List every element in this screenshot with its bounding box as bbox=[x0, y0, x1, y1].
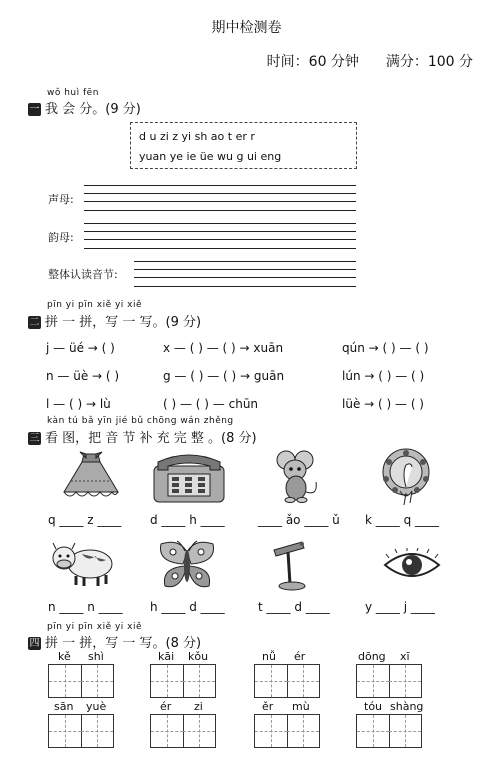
desk-lamp-icon bbox=[268, 540, 320, 592]
picture-blank-5[interactable]: n ____ n ____ bbox=[48, 600, 123, 614]
exercise-2-1: n — üè → ( ) bbox=[46, 369, 120, 383]
exercise-1-1: j — üé → ( ) bbox=[46, 341, 115, 355]
s4-number: 四 bbox=[29, 638, 40, 649]
s1-pinyin: wǒ huì fēn bbox=[47, 88, 99, 98]
s1-number: 一 bbox=[29, 104, 40, 115]
page-title: 期中检测卷 bbox=[211, 20, 282, 36]
exercise-3-2: ( ) — ( ) — chūn bbox=[163, 397, 259, 411]
s3-title: 看 图，把 音 节 补 充 完 整 。(8 分) bbox=[45, 431, 257, 446]
word-3-writing-grid[interactable] bbox=[254, 664, 320, 698]
word-1-pinyin-b: shì bbox=[88, 650, 104, 663]
s1-heading bbox=[28, 98, 141, 117]
word-2-writing-grid[interactable] bbox=[150, 664, 216, 698]
exam-meta bbox=[267, 51, 473, 71]
word-7-pinyin-a: ěr bbox=[262, 700, 274, 713]
word-6-pinyin-a: ér bbox=[160, 700, 172, 713]
label-whole-syllables: 整体认读音节: bbox=[48, 268, 118, 281]
word-3-pinyin-b: ér bbox=[294, 650, 306, 663]
initials-writing-lines[interactable] bbox=[84, 185, 356, 211]
picture-blank-6[interactable]: h ____ d ____ bbox=[150, 600, 225, 614]
picture-blank-7[interactable]: t ____ d ____ bbox=[258, 600, 330, 614]
s2-pinyin: pīn yi pīn xiě yi xiě bbox=[47, 300, 143, 310]
word-4-pinyin-b: xī bbox=[400, 650, 410, 663]
s3-heading bbox=[28, 427, 257, 446]
word-8-writing-grid[interactable] bbox=[356, 714, 422, 748]
picture-blank-8[interactable]: y ____ j ____ bbox=[365, 600, 435, 614]
exercise-3-1: l — ( ) → lù bbox=[46, 397, 111, 411]
syllable-row-2: yuan ye ie üe wu g ui eng bbox=[139, 150, 282, 163]
s2-title: 拼 一 拼，写 一 写。(9 分) bbox=[45, 315, 202, 330]
word-8-pinyin-b: shàng bbox=[390, 700, 424, 713]
word-5-writing-grid[interactable] bbox=[48, 714, 114, 748]
word-1-pinyin-a: kě bbox=[58, 650, 71, 663]
label-initials: 声母: bbox=[48, 193, 74, 206]
picture-blank-1[interactable]: q ____ z ____ bbox=[48, 513, 122, 527]
peacock-icon bbox=[375, 447, 437, 505]
s4-pinyin: pīn yi pīn xiě yi xiě bbox=[47, 622, 143, 632]
finals-writing-lines[interactable] bbox=[84, 223, 356, 249]
s3-pinyin: kàn tú bǎ yīn jié bǔ chōng wán zhěng bbox=[47, 416, 234, 426]
picture-blank-2[interactable]: d ____ h ____ bbox=[150, 513, 225, 527]
word-8-pinyin-a: tóu bbox=[364, 700, 383, 713]
word-6-pinyin-b: zi bbox=[194, 700, 203, 713]
cow-icon bbox=[48, 540, 118, 588]
picture-blank-3[interactable]: ____ ǎo ____ ǔ bbox=[258, 513, 340, 527]
exercise-2-3: lún → ( ) — ( ) bbox=[342, 369, 425, 383]
s2-heading bbox=[28, 311, 201, 330]
exercise-3-3: lüè → ( ) — ( ) bbox=[342, 397, 424, 411]
whole-syllables-writing-lines[interactable] bbox=[134, 261, 356, 287]
s2-number: 二 bbox=[29, 317, 40, 328]
skirt-icon bbox=[56, 448, 126, 503]
word-7-writing-grid[interactable] bbox=[254, 714, 320, 748]
picture-blank-4[interactable]: k ____ q ____ bbox=[365, 513, 440, 527]
time-limit: 时间：60 分钟 bbox=[266, 54, 359, 70]
full-score: 满分：100 分 bbox=[385, 54, 473, 70]
s4-heading bbox=[28, 632, 201, 651]
syllable-row-1: d u zi z yi sh ao t er r bbox=[139, 130, 255, 143]
s4-title: 拼 一 拼，写 一 写。(8 分) bbox=[45, 636, 202, 651]
word-1-writing-grid[interactable] bbox=[48, 664, 114, 698]
telephone-icon bbox=[150, 452, 228, 504]
word-3-pinyin-a: nǚ bbox=[262, 650, 276, 663]
exercise-2-2: g — ( ) — ( ) → guān bbox=[163, 369, 285, 383]
label-finals: 韵母: bbox=[48, 231, 74, 244]
eye-icon bbox=[383, 548, 441, 582]
word-5-pinyin-b: yuè bbox=[86, 700, 107, 713]
butterfly-icon bbox=[155, 538, 219, 592]
s1-title: 我 会 分。(9 分) bbox=[45, 102, 141, 117]
word-2-pinyin-a: kāi bbox=[158, 650, 175, 663]
exercise-1-3: qún → ( ) — ( ) bbox=[342, 341, 429, 355]
word-5-pinyin-a: sān bbox=[54, 700, 74, 713]
word-4-pinyin-a: dōng bbox=[358, 650, 386, 663]
word-2-pinyin-b: kǒu bbox=[188, 650, 209, 663]
word-4-writing-grid[interactable] bbox=[356, 664, 422, 698]
syllable-box bbox=[130, 122, 357, 169]
exercise-1-2: x — ( ) — ( ) → xuān bbox=[163, 341, 284, 355]
word-6-writing-grid[interactable] bbox=[150, 714, 216, 748]
word-7-pinyin-b: mù bbox=[292, 700, 310, 713]
s3-number: 三 bbox=[29, 433, 40, 444]
mouse-icon bbox=[268, 448, 323, 504]
